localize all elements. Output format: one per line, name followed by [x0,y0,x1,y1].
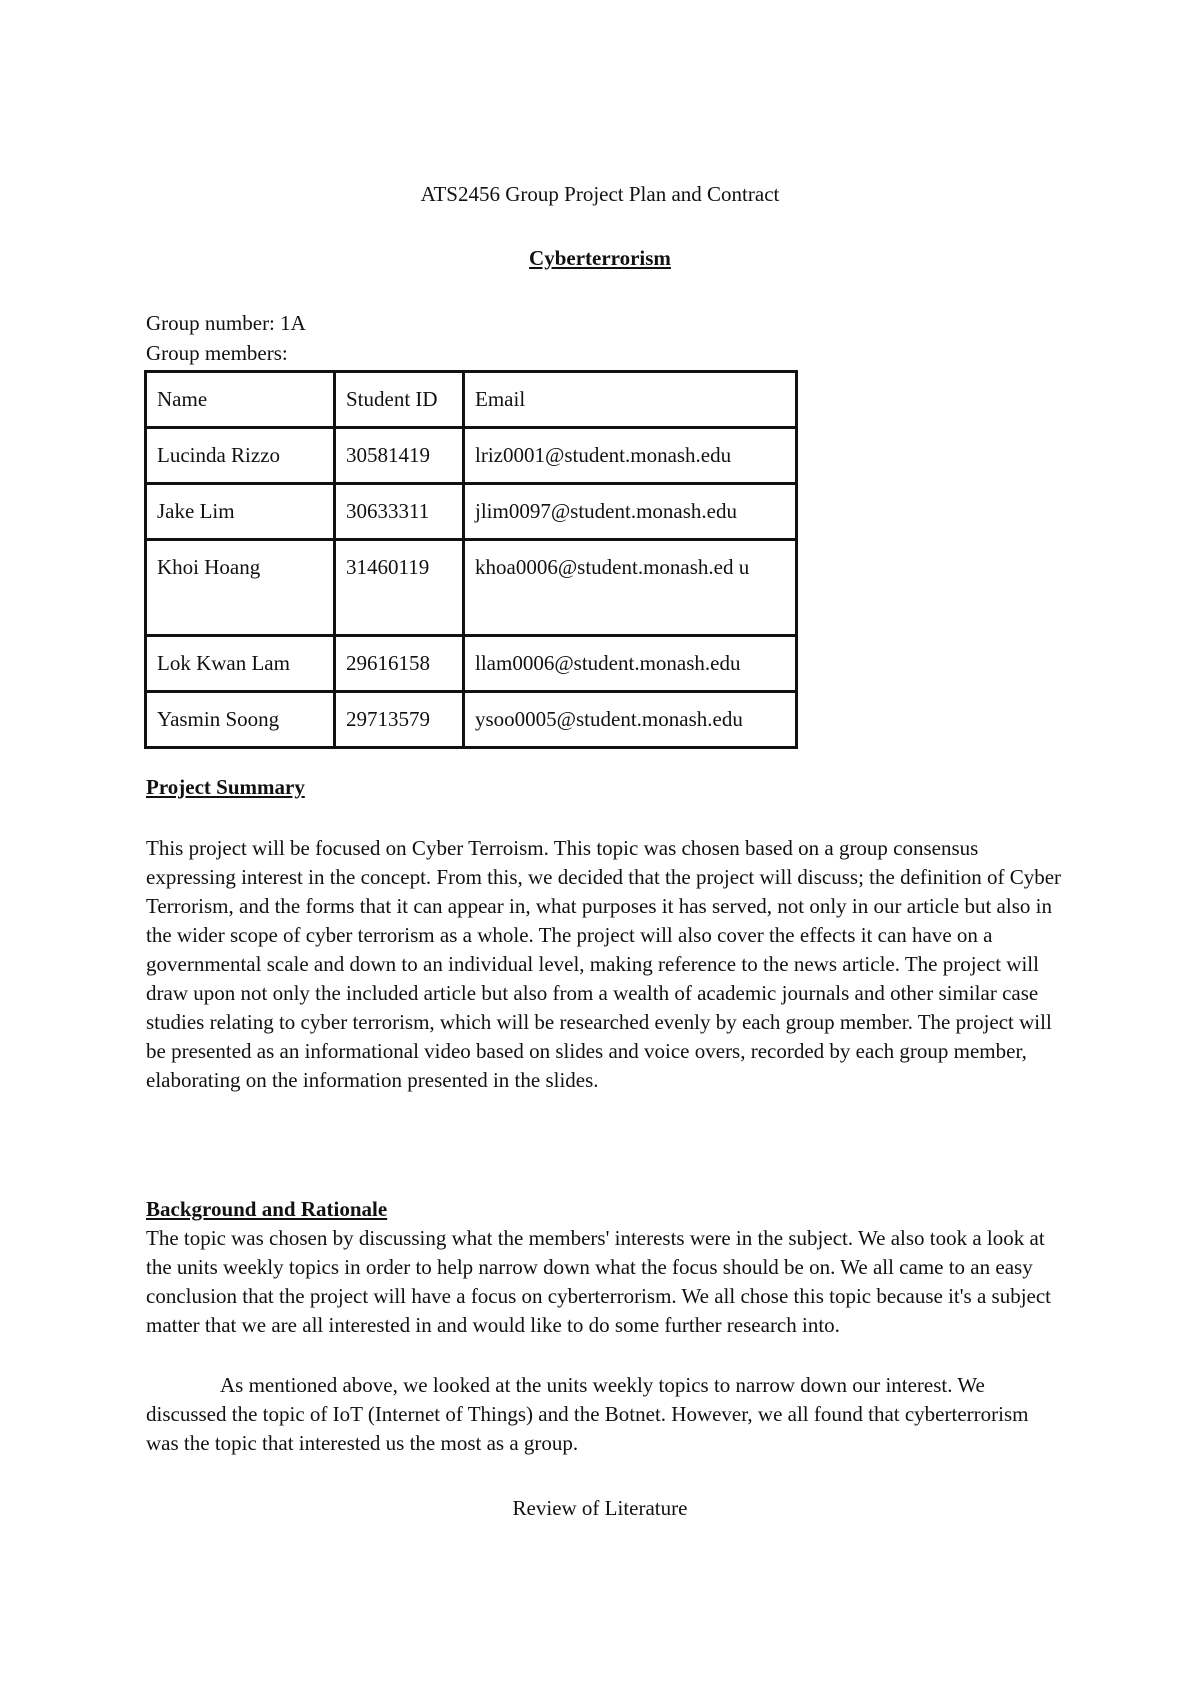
member-email: khoa0006@student.monash.ed u [464,540,797,636]
member-student-id: 30633311 [335,484,464,540]
table-row [146,692,797,748]
background-heading: Background and Rationale [146,1197,388,1221]
table-row [146,484,797,540]
member-email: ysoo0005@student.monash.edu [464,692,797,748]
members-table [144,370,798,749]
group-members-label: Group members: [146,341,288,365]
member-name: Yasmin Soong [146,692,335,748]
member-student-id: 30581419 [335,428,464,484]
member-name: Lucinda Rizzo [146,428,335,484]
member-name: Jake Lim [146,484,335,540]
project-summary-text: This project will be focused on Cyber Terroism. This topic was chosen based on a group consensus expressing interest in the concept. From this, we decided that the project will discuss; the definition of Cyber Terrorism, and the forms that it can appear in, what purposes it has served, not only in our article but also in the wider scope of cyber terrorism as a whole. The project will also cover the effects it can have on a governmental scale and down to an individual level, making reference to the news article. The project will draw upon not only the included article but also from a wealth of academic journals and other similar case studies relating to cyber terrorism, which will be researched evenly by each group member. The project will be presented as an informational video based on slides and voice overs, recorded by each group member, elaborating on the information presented in the slides. [146,836,1062,1092]
table-row [146,636,797,692]
header-name: Name [146,372,335,428]
group-number: Group number: 1A [146,311,306,335]
member-email: lriz0001@student.monash.edu [464,428,797,484]
member-email: jlim0097@student.monash.edu [464,484,797,540]
member-name: Khoi Hoang [146,540,335,636]
member-email: llam0006@student.monash.edu [464,636,797,692]
project-summary-heading: Project Summary [146,775,305,799]
member-student-id: 31460119 [335,540,464,636]
background-paragraph-2: As mentioned above, we looked at the units weekly topics to narrow down our interest. We discussed the topic of IoT (Internet of Things) and the Botnet. However, we all found that cyberterrorism was the topic that interested us the most as a group. [146,1373,1029,1455]
table-header-row [146,372,797,428]
document-title: ATS2456 Group Project Plan and Contract [420,182,780,206]
header-email: Email [464,372,797,428]
table-row [146,428,797,484]
member-student-id: 29713579 [335,692,464,748]
table-row [146,540,797,636]
document-subject: Cyberterrorism [529,246,671,270]
background-paragraph-1: The topic was chosen by discussing what the members' interests were in the subject. We also took a look at the units weekly topics in order to help narrow down what the focus should be on. We all came to an easy conclusion that the project will have a focus on cyberterrorism. We all chose this topic because it's a subject matter that we are all interested in and would like to do some further research into. [146,1226,1052,1337]
member-name: Lok Kwan Lam [146,636,335,692]
member-student-id: 29616158 [335,636,464,692]
review-of-literature-heading: Review of Literature [512,1496,688,1520]
header-student-id: Student ID [335,372,464,428]
